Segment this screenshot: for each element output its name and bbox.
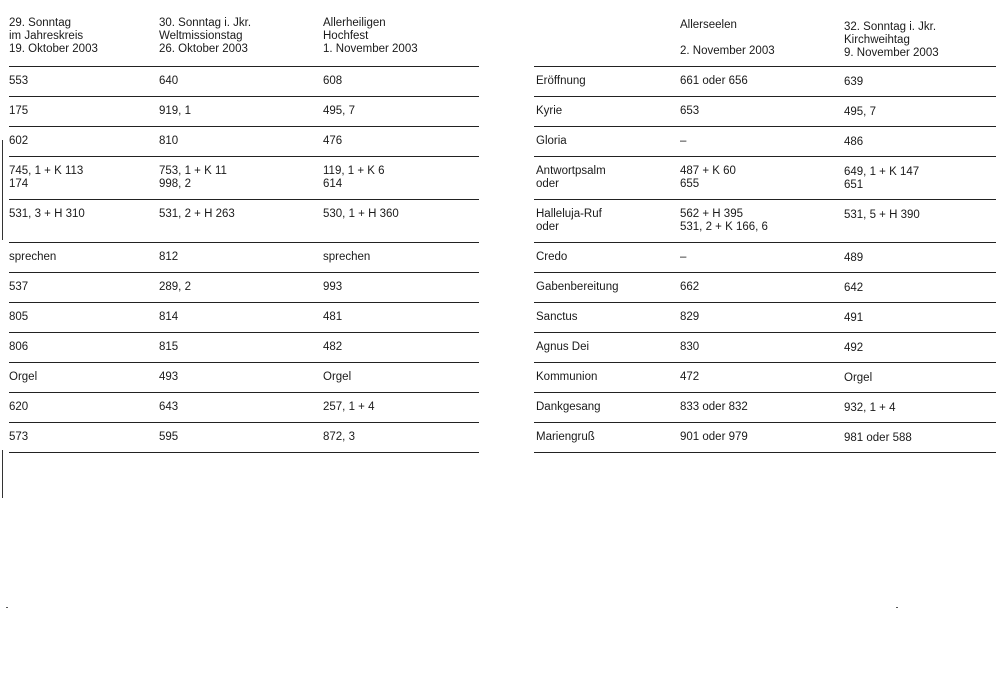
header-30-sonntag: 30. Sonntag i. Jkr. Weltmissionstag 26. Oktober 2003 (159, 17, 252, 55)
table-row (9, 303, 479, 333)
cell: 493 (159, 371, 179, 383)
cell: 981 oder 588 (844, 432, 912, 444)
cell: 495, 7 (844, 106, 876, 118)
scan-speck (896, 607, 898, 608)
table-row (9, 423, 479, 453)
cell: 932, 1 + 4 (844, 402, 896, 414)
cell: 642 (844, 282, 864, 294)
table-row (9, 363, 479, 393)
cell: 829 (680, 311, 700, 323)
cell: 495, 7 (323, 105, 355, 117)
cell: 812 (159, 251, 179, 263)
table-row (534, 127, 996, 157)
cell: 595 (159, 431, 179, 443)
cell: 833 oder 832 (680, 401, 748, 413)
part-label: Gabenbereitung (536, 281, 619, 293)
scan-margin-mark (2, 450, 3, 498)
part-label: Gloria (536, 135, 567, 147)
part-label: Antwortpsalm oder (536, 165, 606, 190)
cell: 289, 2 (159, 281, 191, 293)
cell: 653 (680, 105, 700, 117)
cell: 531, 5 + H 390 (844, 209, 920, 221)
cell: sprechen (323, 251, 371, 263)
table-row (9, 273, 479, 303)
cell: 662 (680, 281, 700, 293)
cell: 901 oder 979 (680, 431, 748, 443)
cell: 531, 2 + H 263 (159, 208, 235, 220)
cell: 472 (680, 371, 700, 383)
cell: 573 (9, 431, 29, 443)
cell: 806 (9, 341, 29, 353)
right-header-row (534, 0, 996, 67)
cell: 830 (680, 341, 700, 353)
part-label: Kyrie (536, 105, 563, 117)
part-label: Eröffnung (536, 75, 586, 87)
table-row (9, 333, 479, 363)
table-row (9, 157, 479, 200)
cell: 805 (9, 311, 29, 323)
cell: 562 + H 395 531, 2 + K 166, 6 (680, 208, 768, 233)
table-row (534, 363, 996, 393)
cell: 620 (9, 401, 29, 413)
table-row (534, 333, 996, 363)
table-row (9, 243, 479, 273)
part-label: Dankgesang (536, 401, 601, 413)
cell: – (680, 135, 687, 147)
part-label: Agnus Dei (536, 341, 590, 353)
cell: 175 (9, 105, 29, 117)
cell: 487 + K 60 655 (680, 165, 736, 190)
cell: Orgel (9, 371, 38, 383)
cell: 643 (159, 401, 179, 413)
cell: 649, 1 + K 147 651 (844, 166, 920, 191)
table-row (534, 243, 996, 273)
cell: 815 (159, 341, 179, 353)
table-row (534, 67, 996, 97)
cell: 486 (844, 136, 864, 148)
header-29-sonntag: 29. Sonntag im Jahreskreis 19. Oktober 2003 (9, 17, 98, 55)
cell: Orgel (323, 371, 352, 383)
header-allerseelen: Allerseelen 2. November 2003 (680, 19, 775, 57)
table-row (9, 393, 479, 423)
left-page-table (9, 0, 479, 453)
table-row (534, 393, 996, 423)
cell: 602 (9, 135, 29, 147)
cell: 810 (159, 135, 179, 147)
table-row (534, 97, 996, 127)
cell: 530, 1 + H 360 (323, 208, 399, 220)
cell: sprechen (9, 251, 57, 263)
part-label: Sanctus (536, 311, 578, 323)
table-row (534, 273, 996, 303)
cell: 814 (159, 311, 179, 323)
cell: 919, 1 (159, 105, 191, 117)
table-row (9, 200, 479, 243)
part-label: Kommunion (536, 371, 598, 383)
cell: 872, 3 (323, 431, 355, 443)
table-row (534, 157, 996, 200)
cell: 119, 1 + K 6 614 (323, 165, 385, 190)
table-row (534, 303, 996, 333)
cell: 257, 1 + 4 (323, 401, 375, 413)
cell: 661 oder 656 (680, 75, 748, 87)
scan-margin-mark (2, 140, 3, 240)
cell: 482 (323, 341, 343, 353)
left-header-row (9, 0, 479, 67)
part-label: Halleluja-Ruf oder (536, 208, 602, 233)
table-row (9, 97, 479, 127)
header-32-sonntag: 32. Sonntag i. Jkr. Kirchweihtag 9. November 2003 (844, 21, 939, 59)
cell: 476 (323, 135, 343, 147)
scan-speck (6, 607, 8, 608)
table-row (9, 127, 479, 157)
cell: 481 (323, 311, 343, 323)
header-allerheiligen: Allerheiligen Hochfest 1. November 2003 (323, 17, 418, 55)
part-label: Mariengruß (536, 431, 595, 443)
table-row (534, 200, 996, 243)
cell: – (680, 251, 687, 263)
cell: 537 (9, 281, 29, 293)
cell: 639 (844, 76, 864, 88)
cell: Orgel (844, 372, 873, 384)
cell: 491 (844, 312, 864, 324)
cell: 745, 1 + K 113 174 (9, 165, 84, 190)
table-row (534, 423, 996, 453)
cell: 489 (844, 252, 864, 264)
table-row (9, 67, 479, 97)
cell: 640 (159, 75, 179, 87)
cell: 993 (323, 281, 343, 293)
part-label: Credo (536, 251, 568, 263)
right-page-table (534, 0, 996, 453)
cell: 492 (844, 342, 864, 354)
cell: 608 (323, 75, 343, 87)
cell: 553 (9, 75, 29, 87)
cell: 531, 3 + H 310 (9, 208, 85, 220)
cell: 753, 1 + K 11 998, 2 (159, 165, 227, 190)
